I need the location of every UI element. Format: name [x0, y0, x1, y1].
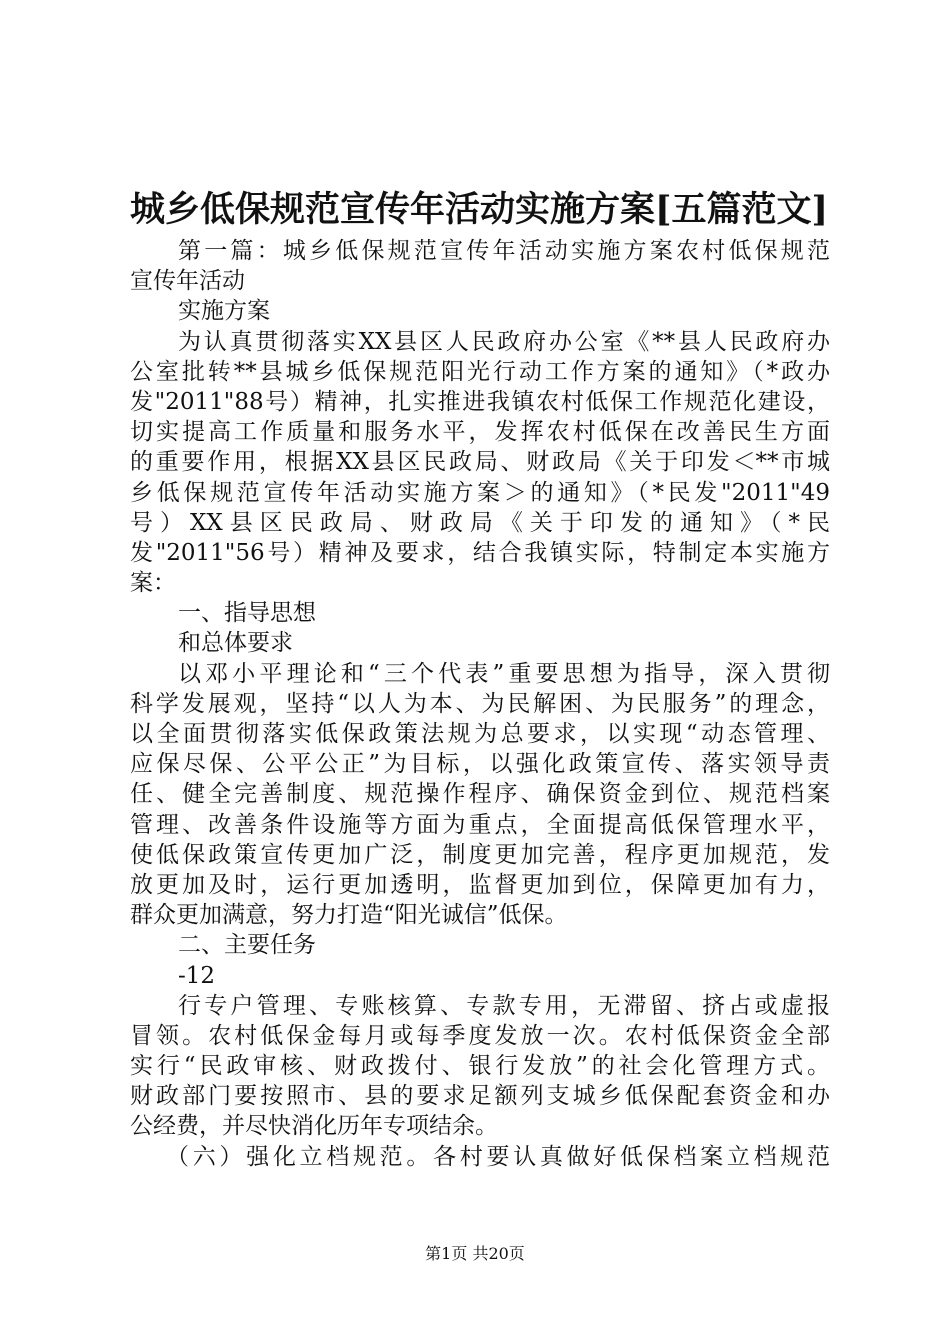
paragraph-line: 实行“民政审核、财政拨付、银行发放”的社会化管理方式。: [130, 1053, 830, 1080]
paragraph-line: 公经费，并尽快消化历年专项结余。: [130, 1113, 498, 1140]
paragraph-line: 切实提高工作质量和服务水平，发挥农村低保在改善民生方面: [130, 419, 830, 446]
document-title: 城乡低保规范宣传年活动实施方案[五篇范文]: [130, 189, 829, 230]
section-heading: 二、主要任务: [178, 932, 316, 959]
section-heading: 一、指导思想: [178, 600, 316, 627]
paragraph-line: 号）XX县区民政局、财政局《关于印发的通知》（*民: [130, 509, 830, 536]
paragraph-line: 案：: [130, 570, 176, 597]
section-heading: 和总体要求: [178, 630, 293, 657]
paragraph-line: 使低保政策宣传更加广泛，制度更加完善，程序更加规范，发: [130, 841, 830, 868]
paragraph-line: 行专户管理、专账核算、专款专用，无滞留、挤占或虚报: [178, 992, 830, 1019]
document-body: [130, 236, 830, 1172]
paragraph-line: 第一篇：城乡低保规范宣传年活动实施方案农村低保规范: [178, 238, 830, 264]
paragraph-line: （六）强化立档规范。各村要认真做好低保档案立档规范: [166, 1143, 830, 1170]
paragraph-line: 科学发展观，坚持“以人为本、为民解困、为民服务”的理念，: [130, 690, 830, 717]
paragraph-line: 乡低保规范宣传年活动实施方案＞的通知》（*民发"2011"49: [130, 479, 830, 506]
paragraph-line: 发"2011"88号）精神，扎实推进我镇农村低保工作规范化建设，: [130, 388, 830, 415]
page-footer: 第1页 共20页: [425, 1244, 525, 1263]
paragraph-line: 实施方案: [178, 298, 270, 325]
paragraph-line: 冒领。农村低保金每月或每季度发放一次。农村低保资金全部: [130, 1022, 830, 1049]
paragraph-line: 应保尽保、公平公正”为目标，以强化政策宣传、落实领导责: [130, 751, 830, 778]
paragraph-line: 以全面贯彻落实低保政策法规为总要求，以实现“动态管理、: [130, 721, 830, 747]
paragraph-line: 任、健全完善制度、规范操作程序、确保资金到位、规范档案: [130, 781, 830, 808]
paragraph-line: 发"2011"56号）精神及要求，结合我镇实际，特制定本实施方: [130, 539, 830, 566]
paragraph-line: 管理、改善条件设施等方面为重点，全面提高低保管理水平，: [130, 811, 830, 838]
paragraph-line: 的重要作用，根据XX县区民政局、财政局《关于印发＜**市城: [130, 449, 830, 476]
paragraph-line: 宣传年活动: [130, 268, 245, 295]
paragraph-line: 放更加及时，运行更加透明，监督更加到位，保障更加有力，: [130, 871, 830, 898]
paragraph-line: 公室批转**县城乡低保规范阳光行动工作方案的通知》（*政办: [130, 358, 830, 385]
paragraph-line: 财政部门要按照市、县的要求足额列支城乡低保配套资金和办: [130, 1083, 830, 1110]
paragraph-line: 为认真贯彻落实XX县区人民政府办公室《**县人民政府办: [178, 328, 830, 355]
page-marker: -12: [178, 962, 216, 989]
paragraph-line: 群众更加满意，努力打造“阳光诚信”低保。: [130, 902, 568, 929]
paragraph-line: 以邓小平理论和“三个代表”重要思想为指导，深入贯彻: [178, 660, 830, 687]
